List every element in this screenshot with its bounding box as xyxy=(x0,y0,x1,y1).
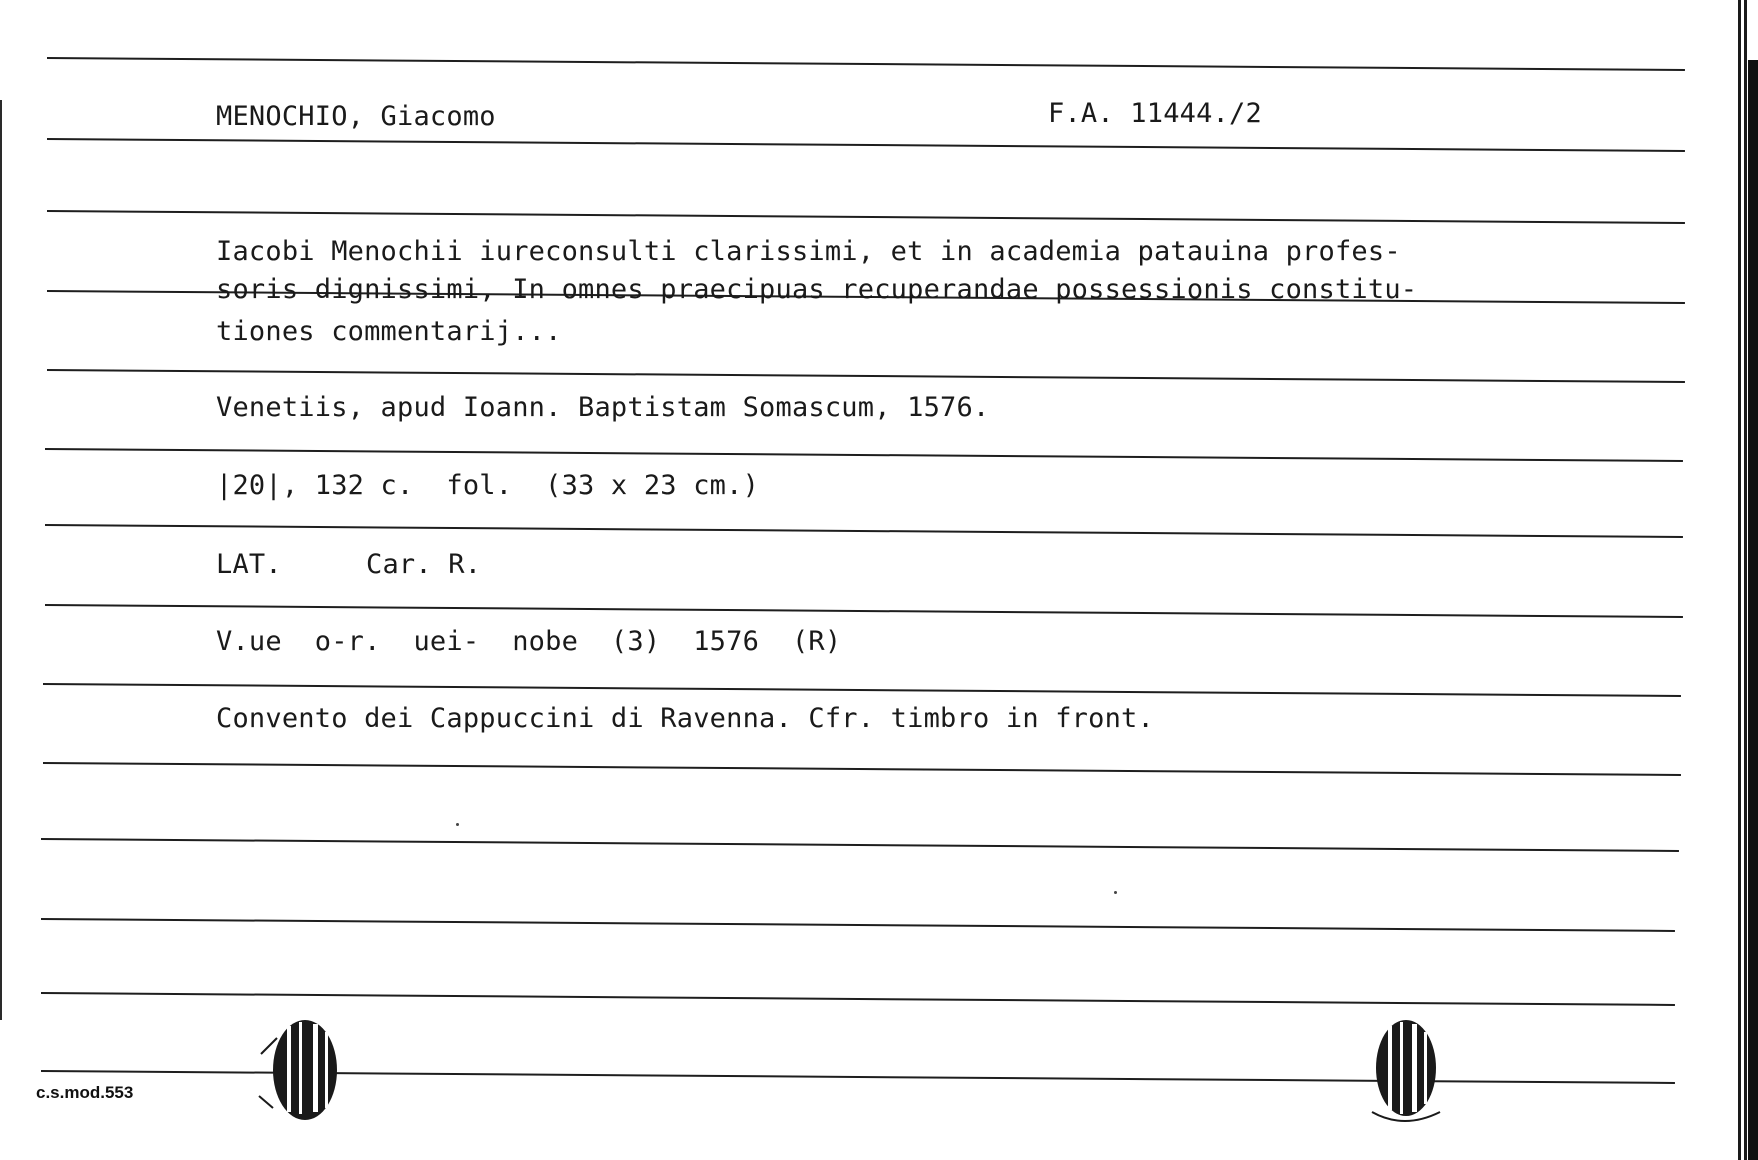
scan-edge-right xyxy=(1738,0,1758,1160)
ruled-line xyxy=(47,210,1685,224)
ruled-line xyxy=(47,57,1685,71)
title-line-2: soris dignissimi, In omnes praecipuas recuperandae possessionis constitu- xyxy=(216,274,1418,305)
typeface-code: Car. R. xyxy=(366,549,482,580)
author-heading: MENOCHIO, Giacomo xyxy=(216,101,496,132)
fingerprint: V.ue o-r. uei- nobe (3) 1576 (R) xyxy=(216,626,842,657)
title-line-1: Iacobi Menochii iureconsulti clarissimi, et in academia patauina profes- xyxy=(216,236,1401,267)
ruled-line xyxy=(47,138,1685,152)
title-line-3: tiones commentarij... xyxy=(216,316,562,347)
punch-hole-icon xyxy=(255,1012,341,1124)
ruled-line xyxy=(45,448,1683,462)
ink-speck xyxy=(456,823,459,826)
ruled-line xyxy=(43,762,1681,776)
ruled-line xyxy=(45,604,1683,618)
ruled-line xyxy=(47,369,1685,383)
ruled-line xyxy=(43,683,1681,697)
scan-edge-left xyxy=(0,100,2,1020)
language-code: LAT. xyxy=(216,549,282,580)
punch-hole-icon xyxy=(1364,1012,1454,1132)
ruled-line xyxy=(41,992,1675,1006)
ruled-line xyxy=(45,524,1683,538)
provenance-note: Convento dei Cappuccini di Ravenna. Cfr. timbro in front. xyxy=(216,703,1154,734)
ruled-line xyxy=(41,838,1679,852)
imprint: Venetiis, apud Ioann. Baptistam Somascum, 1576. xyxy=(216,392,990,423)
form-code: c.s.mod.553 xyxy=(36,1083,134,1102)
collation: |20|, 132 c. fol. (33 x 23 cm.) xyxy=(216,470,760,501)
shelfmark: F.A. 11444./2 xyxy=(1048,98,1262,129)
ruled-line xyxy=(41,918,1675,932)
ink-speck xyxy=(1114,891,1117,894)
